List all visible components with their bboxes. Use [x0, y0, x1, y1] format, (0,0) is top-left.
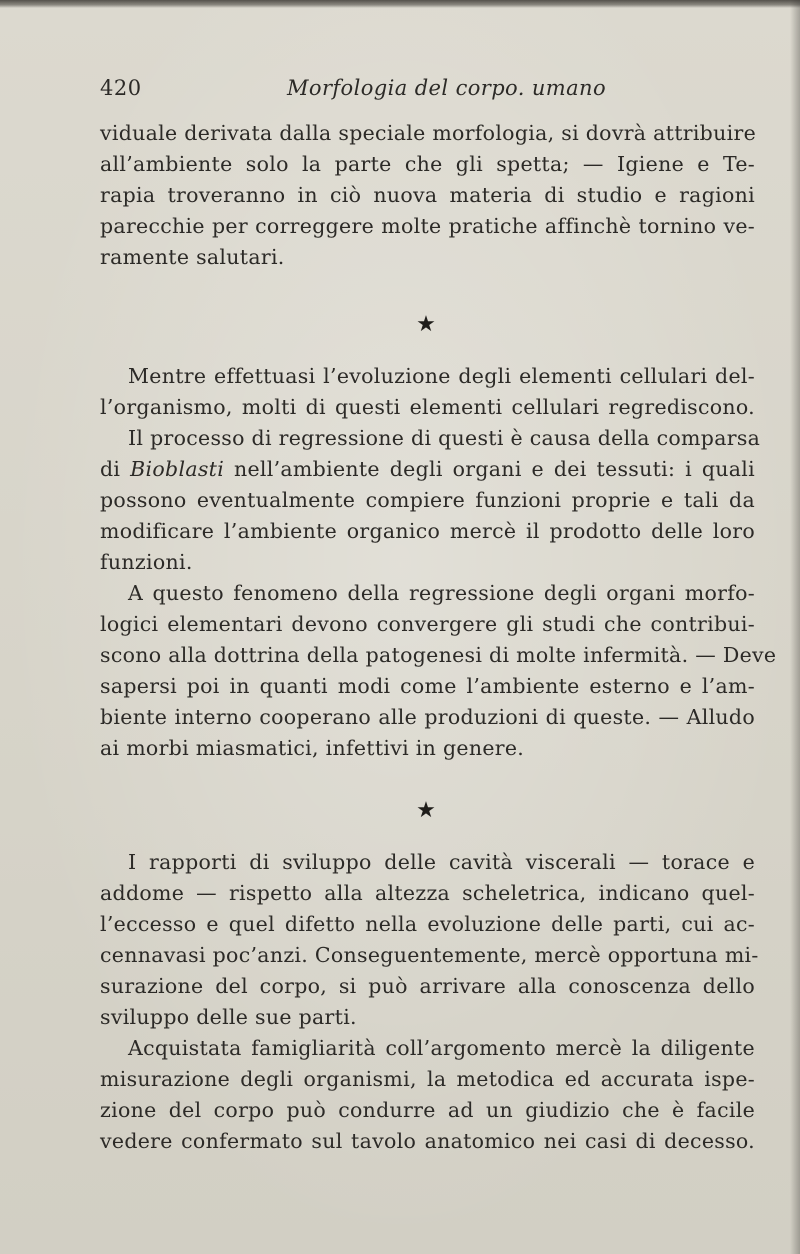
text-line: addome — rispetto alla altezza scheletrica, indicano quel- — [100, 881, 755, 905]
text-line: sapersi poi in quanti modi come l’ambiente esterno e l’am- — [100, 674, 755, 698]
text-line: vedere confermato sul tavolo anatomico nei casi di decesso. — [100, 1129, 755, 1153]
running-title: Morfologia del corpo. umano — [287, 76, 607, 100]
text-line: funzioni. — [100, 550, 193, 574]
text-line: rapia troveranno in ciò nuova materia di studio e ragioni — [100, 183, 755, 207]
text-line: parecchie per correggere molte pratiche affinchè tornino ve- — [100, 214, 755, 238]
text-line-with-italic — [100, 454, 755, 485]
text-line: logici elementari devono convergere gli studi che contribui- — [100, 612, 755, 636]
paragraph-block-1 — [100, 118, 755, 273]
text-line: surazione del corpo, si può arrivare alla conoscenza dello — [100, 974, 755, 998]
text-line: l’organismo, molti di questi elementi cellulari regrediscono. — [100, 395, 755, 419]
text-fragment: nell’ambiente degli organi e dei tessuti: i quali — [224, 457, 755, 481]
star-separator-icon: ★ — [416, 798, 436, 823]
page-right-edge — [790, 0, 800, 1254]
page-top-edge — [0, 0, 800, 8]
text-line: modificare l’ambiente organico mercè il prodotto delle loro — [100, 519, 755, 543]
running-head — [100, 76, 755, 108]
page-number: 420 — [100, 76, 142, 100]
text-fragment: di — [100, 457, 131, 481]
paragraph-block-3 — [100, 847, 759, 1157]
text-line: misurazione degli organismi, la metodica ed accurata ispe- — [100, 1067, 755, 1091]
text-line: ramente salutari. — [100, 245, 285, 269]
text-line: sviluppo delle sue parti. — [100, 1005, 357, 1029]
text-line: ai morbi miasmatici, infettivi in genere. — [100, 736, 525, 760]
text-line: I rapporti di sviluppo delle cavità viscerali — torace e — [128, 850, 755, 874]
text-line: scono alla dottrina della patogenesi di molte infermità. — Deve — [100, 643, 777, 667]
paragraph-block-2 — [100, 361, 777, 764]
star-separator-icon: ★ — [416, 312, 436, 337]
text-line: possono eventualmente compiere funzioni proprie e tali da — [100, 488, 755, 512]
text-line: all’ambiente solo la parte che gli spetta; — Igiene e Te- — [100, 152, 755, 176]
text-line: cennavasi poc’anzi. Conseguentemente, mercè opportuna mi- — [100, 943, 759, 967]
italic-term: Bioblasti — [130, 457, 225, 481]
text-line: A questo fenomeno della regressione degli organi morfo- — [128, 581, 755, 605]
text-line: zione del corpo può condurre ad un giudizio che è facile — [100, 1098, 755, 1122]
text-line: Il processo di regressione di questi è causa della comparsa — [128, 426, 761, 450]
text-line: Mentre effettuasi l’evoluzione degli elementi cellulari del- — [128, 364, 755, 388]
text-line: viduale derivata dalla speciale morfologia, si dovrà attribuire — [100, 121, 757, 145]
text-line: l’eccesso e quel difetto nella evoluzione delle parti, cui ac- — [100, 912, 755, 936]
text-line: Acquistata famigliarità coll’argomento mercè la diligente — [128, 1036, 755, 1060]
text-line: biente interno cooperano alle produzioni di queste. — Alludo — [100, 705, 755, 729]
